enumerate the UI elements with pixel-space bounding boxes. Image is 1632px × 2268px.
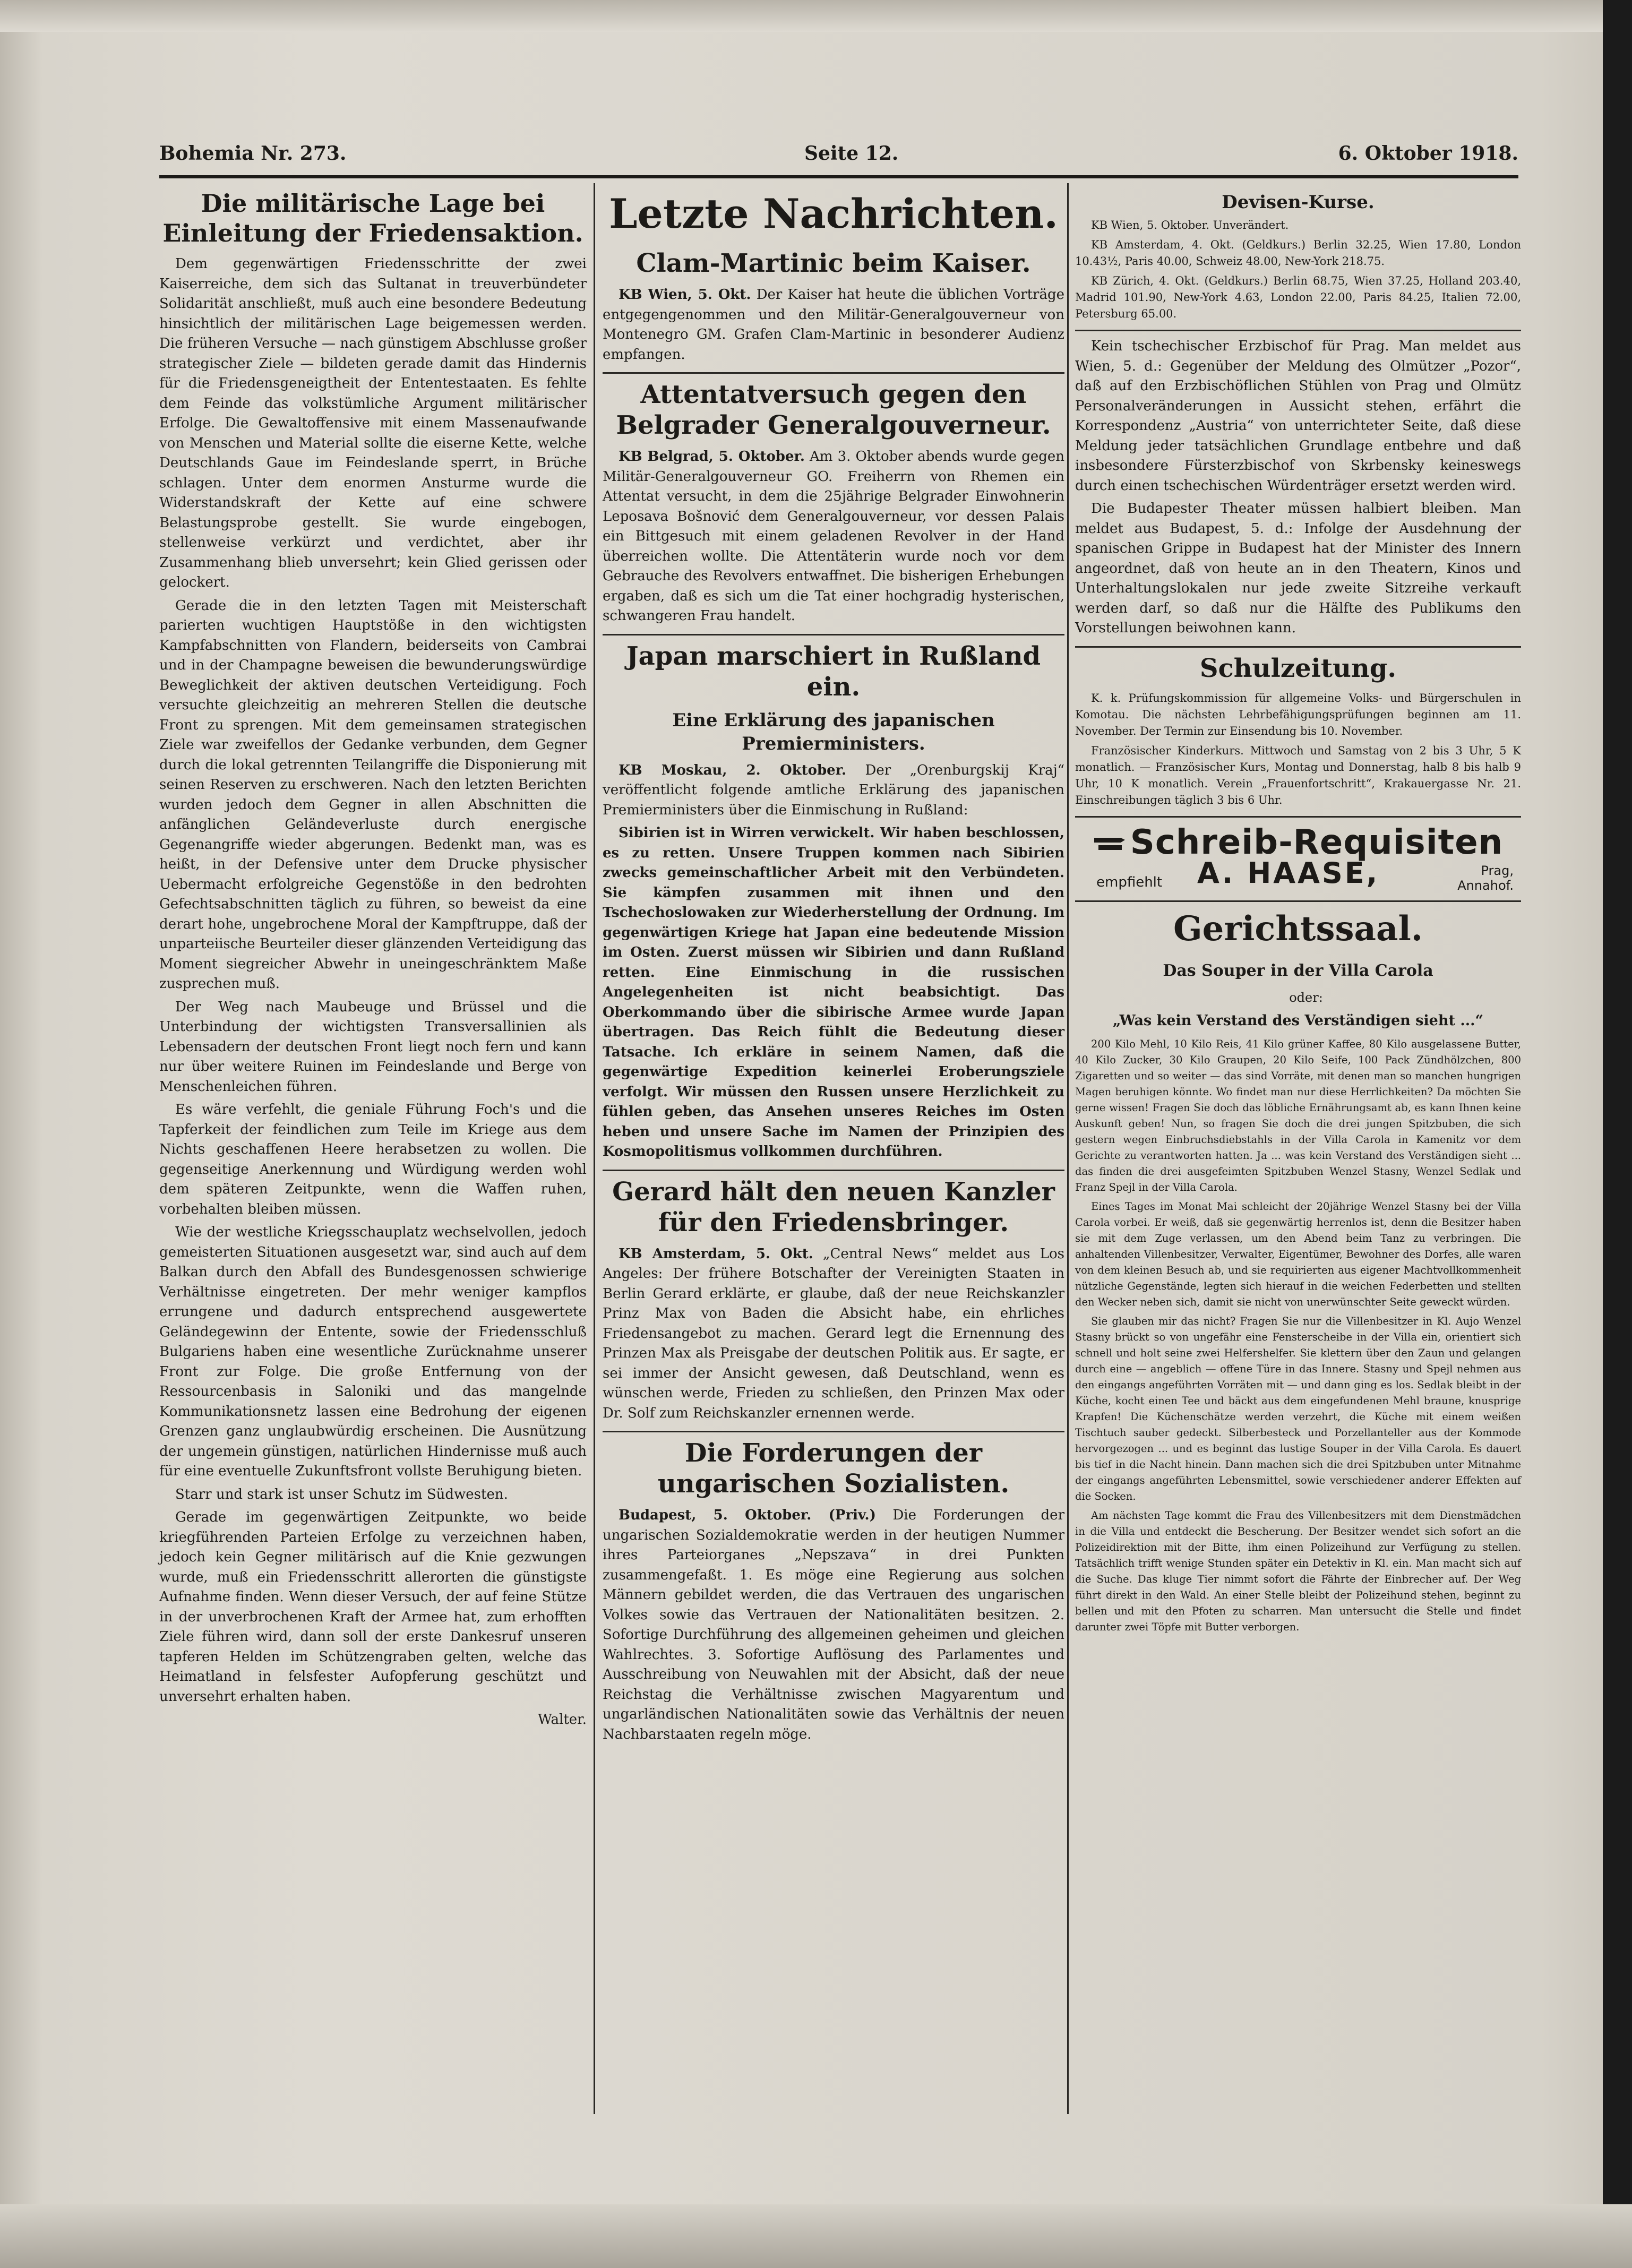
- ad-firm-row: [1075, 856, 1521, 895]
- boerse-line: KB Amsterdam, 4. Okt. (Geldkurs.) Berlin 32.25, Wien 17.80, London 10.43½, Paris 40.00, Schweiz 48.00, New-York 218.75.: [1075, 238, 1521, 268]
- news-dateline: KB Amsterdam, 5. Okt.: [619, 1245, 813, 1262]
- gericht-oder: oder:: [1289, 990, 1323, 1005]
- page-edge-strip: [1603, 0, 1632, 2268]
- news-subtitle: Eine Erklärung des japanischen Premierministers.: [672, 709, 995, 754]
- news-paragraph: Die Budapester Theater müssen halbiert bleiben. Man meldet aus Budapest, 5. d.: Infolge der Ausdehnung der spanischen Grippe in Budapest hat der Minister des Innern angeordnet, daß von heute an in den Theatern, Kinos und Unterhaltungslokalen nur jede zweite Sitzreihe verkauft werden darf, so daß nur die Hälfte des Publikums den Vorstellungen beiwohnen kann.: [1075, 501, 1521, 636]
- page-header: [159, 142, 1518, 174]
- separator: [603, 372, 1064, 374]
- article-paragraph: Starr und stark ist unser Schutz im Südwesten.: [175, 1486, 508, 1502]
- news-title: Die Forderungen der ungarischen Sozialisten.: [657, 1438, 1010, 1499]
- news-dateline: KB Wien, 5. Okt.: [619, 287, 751, 303]
- news-title: Clam-Martinic beim Kaiser.: [636, 248, 1031, 278]
- separator: [603, 634, 1064, 635]
- ad-recommend: empfiehlt: [1096, 874, 1163, 890]
- header-issue: Bohemia Nr. 273.: [159, 142, 347, 165]
- column-divider-1: [594, 183, 595, 2114]
- column-latest-news: [603, 183, 1064, 2114]
- page-bottom-shadow: [0, 2204, 1632, 2268]
- gericht-paragraph: Am nächsten Tage kommt die Frau des Villenbesitzers mit dem Dienstmädchen in die Villa und entdeckt die Bescherung. Der Besitzer wendet sich sofort an die Polizeidirektion mit der Bitte, ihm einen Polizeihund zur Verfügung zu stellen. Tatsächlich trifft wenige Stunden später ein Detektiv in Kl. ein. Man macht sich auf die Suche. Das kluge Tier nimmt sofort die Fährte der Einbrecher auf. Der Weg führt direkt in den Wald. An einer Stelle bleibt der Polizeihund stehen, beginnt zu bellen und mit den Pfoten zu scharren. Man untersucht die Stelle und findet darunter zwei Töpfe mit Butter verborgen.: [1075, 1509, 1521, 1633]
- separator: [1075, 646, 1521, 648]
- news-body: Am 3. Oktober abends wurde gegen Militär-Generalgouverneur GO. Freiherrn von Rhemen ein Attentat versucht, in dem die 25jährige Belgrader Einwohnerin Leposava Bošnović dem Generalgouverneur, vor dessen Palais ein Bittgesuch mit einem geladenen Revolver in der Hand überreichen wollte. Die Attentäterin wurde noch vor dem Gebrauche des Revolvers entwaffnet. Die bisherigen Erhebungen ergaben, daß es sich um die Tat einer hochgradig hysterischen, schwangeren Frau handelt.: [603, 449, 1065, 624]
- news-body-bold: Sibirien ist in Wirren verwickelt. Wir haben beschlossen, es zu retten. Unsere Truppen kommen nach Sibirien zwecks gemeinschaftlicher Arbeit mit den Verbündeten. Sie kämpfen zusammen mit ihnen und den Tschechoslowaken zur Wiederherstellung der Ordnung. Im gegenwärtigen Kriege hat Japan eine bedeutende Mission im Osten. Zuerst müssen wir Sibirien und dann Rußland retten. Eine Einmischung in die russischen Angelegenheiten ist nicht beabsichtigt. Das Oberkommando über die sibirische Armee wurde Japan übertragen. Das Reich fühlt die Bedeutung dieser Tatsache. Ich erkläre in seinem Namen, daß die gegenwärtige Expedition keinerlei Eroberungsziele verfolgt. Wir müssen den Russen unsere Herzlichkeit zu fühlen geben, das Ansehen unseres Reiches im Osten heben und unsere Sache im Namen der Prinzipien des Kosmopolitismus vollkommen durchführen.: [603, 825, 1064, 1159]
- news-body: Der „Orenburgskij Kraj“ veröffentlicht folgende amtliche Erklärung des japanischen Premierministers über die Einmischung in Rußland:: [603, 762, 1064, 818]
- schul-paragraph: Französischer Kinderkurs. Mittwoch und Samstag von 2 bis 3 Uhr, 5 K monatlich. — Französischer Kurs, Montag und Donnerstag, halb 8 bis halb 9 Uhr, 10 K monatlich. Verein „Frauenfortschritt“, Krakauergasse Nr. 21. Einschreibungen täglich 3 bis 6 Uhr.: [1075, 744, 1521, 806]
- separator: [603, 1431, 1064, 1432]
- news-title: Attentatversuch gegen den Belgrader Generalgouverneur.: [616, 380, 1051, 440]
- header-page-number: Seite 12.: [804, 142, 899, 165]
- ad-firm: A. HAASE,: [1197, 856, 1380, 890]
- schul-paragraph: K. k. Prüfungskommission für allgemeine Volks- und Bürgerschulen in Komotau. Die nächsten Lehrbefähigungsprüfungen beginnen am 11. November. Der Termin zur Einsendung bis 10. November.: [1075, 691, 1521, 737]
- gericht-subtitle: Das Souper in der Villa Carola: [1163, 961, 1433, 980]
- section-headline: Letzte Nachrichten.: [609, 190, 1058, 237]
- boerse-title: Devisen-Kurse.: [1222, 192, 1375, 213]
- news-dateline: KB Belgrad, 5. Oktober.: [619, 449, 805, 465]
- page-top-shadow: [0, 0, 1632, 32]
- article-headline: Die militärische Lage bei Einleitung der Friedensaktion.: [162, 189, 583, 247]
- article-paragraph: Wie der westliche Kriegsschauplatz wechselvollen, jedoch gemeisterten Situationen ausgesetzt war, sind auch auf dem Balkan durch den Abfall des Bundesgenossen schwierige Verhältnisse eingetreten. Der mehr weniger kampflos errungene und dadurch entsprechend ausgewertete Geländegewinn der Entente, sowie der Friedensschluß Bulgariens haben eine wesentliche Zurücknahme unserer Front zur Folge. Die große Entfernung von der Ressourcenbasis in Saloniki und das mangelnde Kommunikationsnetz lassen eine Bedrohung der eigenen Grenzen ganz unglaubwürdig erscheinen. Die Ausnützung der ungemein günstigen, natürlichen Hindernisse muß auch für eine eventuelle Zukunftsfront vollste Beruhigung bieten.: [159, 1224, 587, 1479]
- gericht-quote: „Was kein Verstand des Verständigen sieht ...“: [1112, 1012, 1484, 1029]
- schul-title: Schulzeitung.: [1199, 653, 1397, 683]
- news-body: Der Kaiser hat heute die üblichen Vorträge entgegengenommen und den Militär-Generalgouverneur von Montenegro GM. Grafen Clam-Martinic in besonderer Audienz empfangen.: [603, 287, 1064, 363]
- separator: [1075, 330, 1521, 331]
- article-paragraph: Der Weg nach Maubeuge und Brüssel und die Unterbindung der wichtigsten Transversallinien als Lebensadern der deutschen Front liegt noch fern und kann nur über weitere Ruinen im Feindeslande und Berge von Menschenleichen führen.: [159, 999, 587, 1095]
- gericht-paragraph: Sie glauben mir das nicht? Fragen Sie nur die Villenbesitzer in Kl. Aujo Wenzel Stasny brückt so von ungefähr eine Fensterscheibe in der Villa ein, orientiert sich schnell und holt seine zwei Helfershelfer. Sie klettern über den Zaun und gelangen durch eine — angeblich — offene Türe in das Innere. Stasny und Spejl nehmen aus den eingangs angeführten Vorräten mit — und dann ging es los. Sedlak bleibt in der Küche, kocht einen Tee und bäckt aus dem eingefundenen Mehl braune, knusprige Krapfen! Die Küchenschätze werden verzehrt, die Küche mit einem weißen Tischtuch sauber gedeckt. Silberbesteck und Porzellanteller aus der Kommode hervorgezogen ... und es beginnt das lustige Souper in der Villa Carola. Es dauert bis tief in die Nacht hinein. Dann machen sich die drei Spitzbuben unter Mitnahme der eingangs angeführten Lebensmittel, sowie verschiedener anderer Effekten auf die Socken.: [1075, 1315, 1521, 1502]
- separator: [603, 1170, 1064, 1171]
- news-body: „Central News“ meldet aus Los Angeles: Der frühere Botschafter der Vereinigten Staaten in Berlin Gerard erklärte, er glaube, daß der neue Reichskanzler Prinz Max von Baden die Absicht habe, ein ehrliches Friedensangebot zu machen. Gerard legt die Ernennung des Prinzen Max als Preisgabe der deutschen Politik aus. Er sagte, er sei immer der Ansicht gewesen, daß Deutschland, wenn es wünschen werde, Frieden zu schließen, den Prinzen Max oder Dr. Solf zum Reichskanzler ernennen werde.: [603, 1245, 1064, 1421]
- news-dateline: KB Moskau, 2. Oktober.: [619, 762, 847, 778]
- header-rule: [159, 175, 1518, 178]
- article-paragraph: Gerade die in den letzten Tagen mit Meisterschaft parierten wuchtigen Hauptstöße in den wichtigsten Kampfabschnitten von Flandern, beiderseits von Cambrai und in der Champagne beweisen die bewunderungswürdige Beweglichkeit der aktiven deutschen Verteidigung. Foch versuchte gleichzeitig an mehreren Stellen die deutsche Front zu sprengen. Mit dem gemeinsamen strategischen Ziele war zweifellos der Gedanke verbunden, dem Gegner durch die lokal getrennten Teilangriffe die Disponierung mit seinen Reserven zu erschweren. Nach den letzten Berichten wurden jedoch dem Gegner in allen Abschnitten die anfänglichen Geländeverluste durch energische Gegenangriffe wieder abgerungen. Bedenkt man, was es heißt, in der Defensive unter dem Drucke physischer Uebermacht erfolgreiche Gegenstöße in den bedrohten Gefechtsabschnitten täglich zu führen, so beweist da eine derart hohe, ungebrochene Moral der Kampftruppe, daß der unparteiische Beurteiler dieser glänzenden Verteidigung das Moment siegreicher Abwehr in uneingeschränktem Maße zusprechen muß.: [159, 597, 587, 992]
- ad-city-line1: Prag,: [1481, 863, 1514, 878]
- boerse-line: KB Wien, 5. Oktober. Unverändert.: [1091, 219, 1289, 231]
- column-divider-2: [1067, 183, 1069, 2114]
- article-author: Walter.: [538, 1712, 587, 1728]
- header-date: 6. Oktober 1918.: [1338, 142, 1518, 165]
- article-paragraph: Es wäre verfehlt, die geniale Führung Foch's und die Tapferkeit der feindlichen zum Teile im Kriege aus dem Nichts geschaffenen Heere herabsetzen zu wollen. Die gegenseitige Anerkennung und Würdigung werden wohl dem späteren Zeitpunkte, wenn die Waffen ruhen, vorbehalten bleiben müssen.: [159, 1102, 587, 1217]
- boerse-line: KB Zürich, 4. Okt. (Geldkurs.) Berlin 68.75, Wien 37.25, Holland 203.40, Madrid 101.90, New-York 4.63, London 22.00, Paris 84.25, Italien 72.00, Petersburg 65.00.: [1075, 274, 1521, 320]
- pen-icon: [1093, 834, 1125, 855]
- article-paragraph: Dem gegenwärtigen Friedensschritte der zwei Kaiserreiche, dem sich das Sultanat in treuverbündeter Solidarität anschließt, muß auch eine besondere Bedeutung hinsichtlich der militärischen Lage beigemessen werden. Die früheren Versuche — nach günstigem Abschlusse großer strategischer Ziele — bildeten gerade damit das Hindernis für die Friedensgeneigtheit der Ententestaaten. Es fehlte dem Feinde das volkstümliche Argument militärischer Erfolge. Die Gewaltoffensive mit einem Massenaufwande von Menschen und Material sollte die eiserne Kette, welche Deutschlands Gaue im Feindeslande sperrt, in Brüche schlagen. Unter dem enormen Ansturme wurde die Widerstandskraft der Kette auf eine schwere Belastungsprobe gestellt. Sie wurde eingebogen, stellenweise verkürzt und verdichtet, aber ihr Zusammenhang blieb unversehrt; kein Glied gerissen oder gelockert.: [159, 256, 587, 590]
- news-paragraph: Kein tschechischer Erzbischof für Prag. Man meldet aus Wien, 5. d.: Gegenüber der Meldung des Olmützer „Pozor“, daß auf den Erzbischöflichen Stühlen von Prag und Olmütz Personalveränderungen in Aussicht stehen, erfährt die Korrespondenz „Austria“ von unterrichteter Seite, daß diese Meldung jeder tatsächlichen Grundlage entbehre und daß insbesondere Fürsterzbischof von Skrbensky keineswegs durch einen tschechischen Würdenträger ersetzt werden wird.: [1075, 338, 1521, 494]
- news-dateline: Budapest, 5. Oktober. (Priv.): [619, 1507, 876, 1523]
- gericht-title: Gerichtssaal.: [1173, 908, 1423, 949]
- column-misc: [1075, 183, 1521, 2114]
- news-body: Die Forderungen der ungarischen Sozialdemokratie werden in der heutigen Nummer ihres Parteiorganes „Nepszava“ in drei Punkten zusammengefaßt. 1. Es möge eine Regierung aus solchen Männern gebildet werden, die das Vertrauen des ungarischen Volkes sowie das Vertrauen der Nationalitäten besitzen. 2. Sofortige Durchführung des allgemeinen geheimen und gleichen Wahlrechtes. 3. Sofortige Auflösung des Parlamentes und Ausschreibung von Neuwahlen mit der Absicht, daß der neue Reichstag die Verhältnisse zwischen Magyarentum und ungarländischen Nationalitäten sowie das Verhältnis der neuen Nachbarstaaten regeln möge.: [603, 1507, 1065, 1742]
- gericht-paragraph: 200 Kilo Mehl, 10 Kilo Reis, 41 Kilo grüner Kaffee, 80 Kilo ausgelassene Butter, 40 Kilo Zucker, 30 Kilo Graupen, 20 Kilo Seife, 100 Pack Zündhölzchen, 800 Zigaretten und so weiter — das sind Vorräte, mit denen man so manchen hungrigen Magen beruhigen könnte. Wo findet man nur diese Herrlichkeiten? Da möchten Sie gerne wissen! Fragen Sie doch das löbliche Ernährungsamt ab, es kann Ihnen keine Auskunft geben! Nun, so fragen Sie doch die drei jungen Spitzbuben, die sich gestern wegen Einbruchsdiebstahls in der Villa Carola in Kamenitz vor dem Gerichte zu verantworten hatten. Ja ... was kein Verstand des Verständigen sieht ... das finden die drei ausgefeimten Spitzbuben Wenzel Stasny, Wenzel Sedlak und Franz Spejl in der Villa Carola.: [1075, 1037, 1521, 1193]
- ad-title: Schreib-Requisiten: [1130, 822, 1504, 862]
- article-paragraph: Gerade im gegenwärtigen Zeitpunkte, wo beide kriegführenden Parteien Erfolge zu verzeichnen haben, jedoch kein Gegner militärisch auf die Knie gezwungen wurde, muß ein Friedensschritt allerorten die günstigste Aufnahme finden. Wenn dieser Versuch, der auf feine Stütze in der unverbrochenen Kraft der Armee hat, zum erhofften Ziele führen wird, dann soll der erste Dankesruf unseren tapferen Helden im Schützengraben gelten, welche das Heimatland in felsfester Aufopferung geschützt und unversehrt erhalten haben.: [159, 1509, 587, 1705]
- ad-city: [1457, 863, 1514, 893]
- ad-city-line2: Annahof.: [1457, 878, 1514, 893]
- column-military: [159, 183, 587, 2114]
- gericht-paragraph: Eines Tages im Monat Mai schleicht der 20jährige Wenzel Stasny bei der Villa Carola vorbei. Er weiß, daß sie gegenwärtig herrenlos ist, denn die Besitzer haben sie mit dem Zuge verlassen, um den Abend beim Tanz zu verbringen. Die anhaltenden Villenbesitzer, Verwalter, Eigentümer, Bewohner des Dorfes, alle waren von dem kleinen Besuch ab, und sie requirierten aus eigener Machtvollkommenheit nützliche Gegenstände, legten sich hierauf in die weichen Federbetten und stellten den Wecker neben sich, damit sie nicht von unerwünschter Seite geweckt würden.: [1075, 1200, 1521, 1308]
- advertisement: [1075, 816, 1521, 902]
- news-title: Gerard hält den neuen Kanzler für den Friedensbringer.: [612, 1176, 1055, 1238]
- news-title: Japan marschiert in Rußland ein.: [626, 641, 1041, 702]
